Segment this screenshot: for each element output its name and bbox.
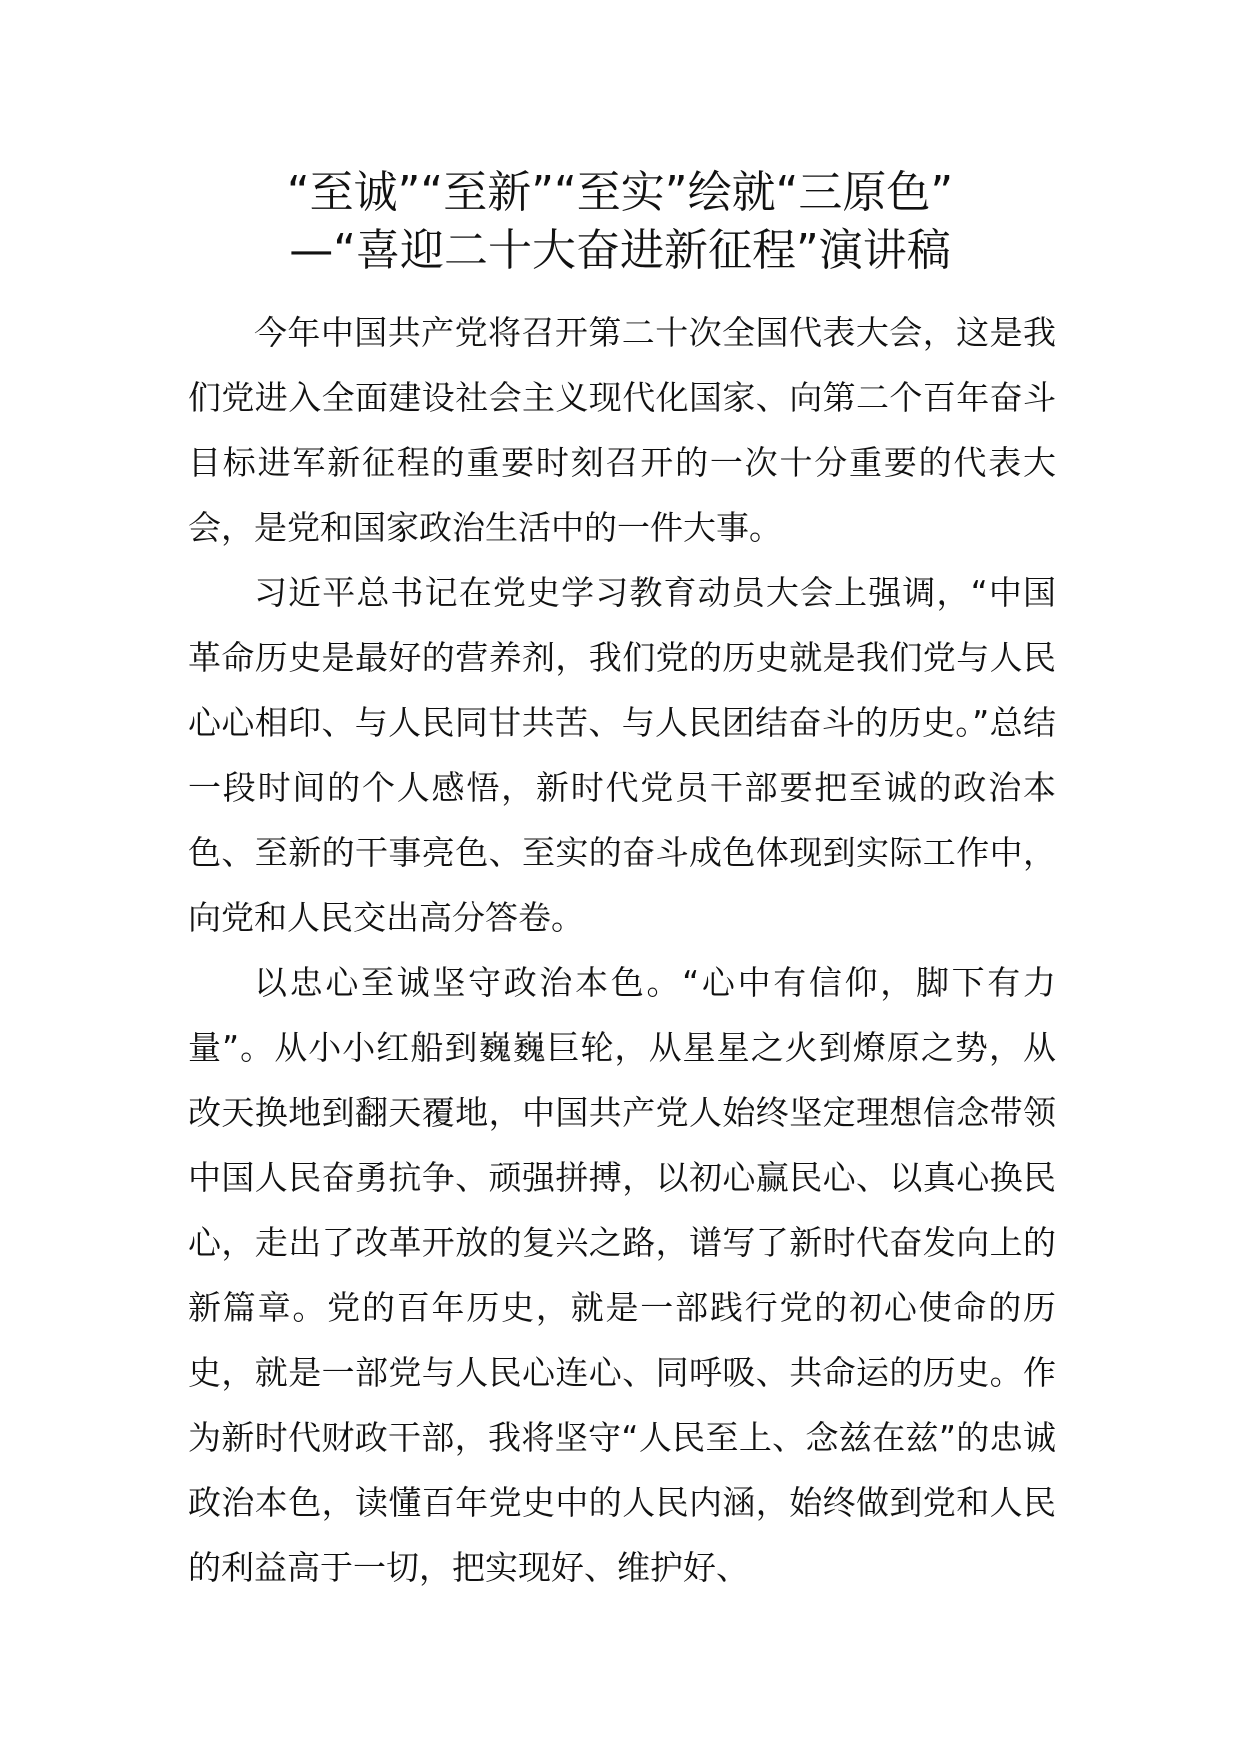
paragraph-loyalty: 以忠心至诚坚守政治本色。“心中有信仰，脚下有力量”。从小小红船到巍巍巨轮，从星星之火到燎原之势，从改天换地到翻天覆地，中国共产党人始终坚定理想信念带领中国人民奋勇抗争、顽强拼搏，以初心赢民心、以真心换民心，走出了改革开放的复兴之路，谱写了新时代奋发向上的新篇章。党的百年历史，就是一部践行党的初心使命的历史，就是一部党与人民心连心、同呼吸、共命运的历史。作为新时代财政干部，我将坚守“人民至上、念兹在兹”的忠诚政治本色，读懂百年党史中的人民内涵，始终做到党和人民的利益高于一切，把实现好、维护好、: [188, 963, 1056, 1587]
paragraph-quote: 习近平总书记在党史学习教育动员大会上强调，“中国革命历史是最好的营养剂，我们党的历史就是我们党与人民心心相印、与人民同甘共苦、与人民团结奋斗的历史。”总结一段时间的个人感悟，新时代党员干部要把至诚的政治本色、至新的干事亮色、至实的奋斗成色体现到实际工作中，向党和人民交出高分答卷。: [188, 573, 1056, 937]
document-body: [188, 300, 1056, 1600]
title-line-subtitle: —“喜迎二十大奋进新征程”演讲稿: [289, 225, 951, 276]
document-title: [186, 164, 1054, 280]
title-line-main: “至诚”“至新”“至实”绘就“三原色”: [286, 167, 954, 218]
paragraph-intro: 今年中国共产党将召开第二十次全国代表大会，这是我们党进入全面建设社会主义现代化国家、向第二个百年奋斗目标进军新征程的重要时刻召开的一次十分重要的代表大会，是党和国家政治生活中的一件大事。: [188, 313, 1056, 547]
